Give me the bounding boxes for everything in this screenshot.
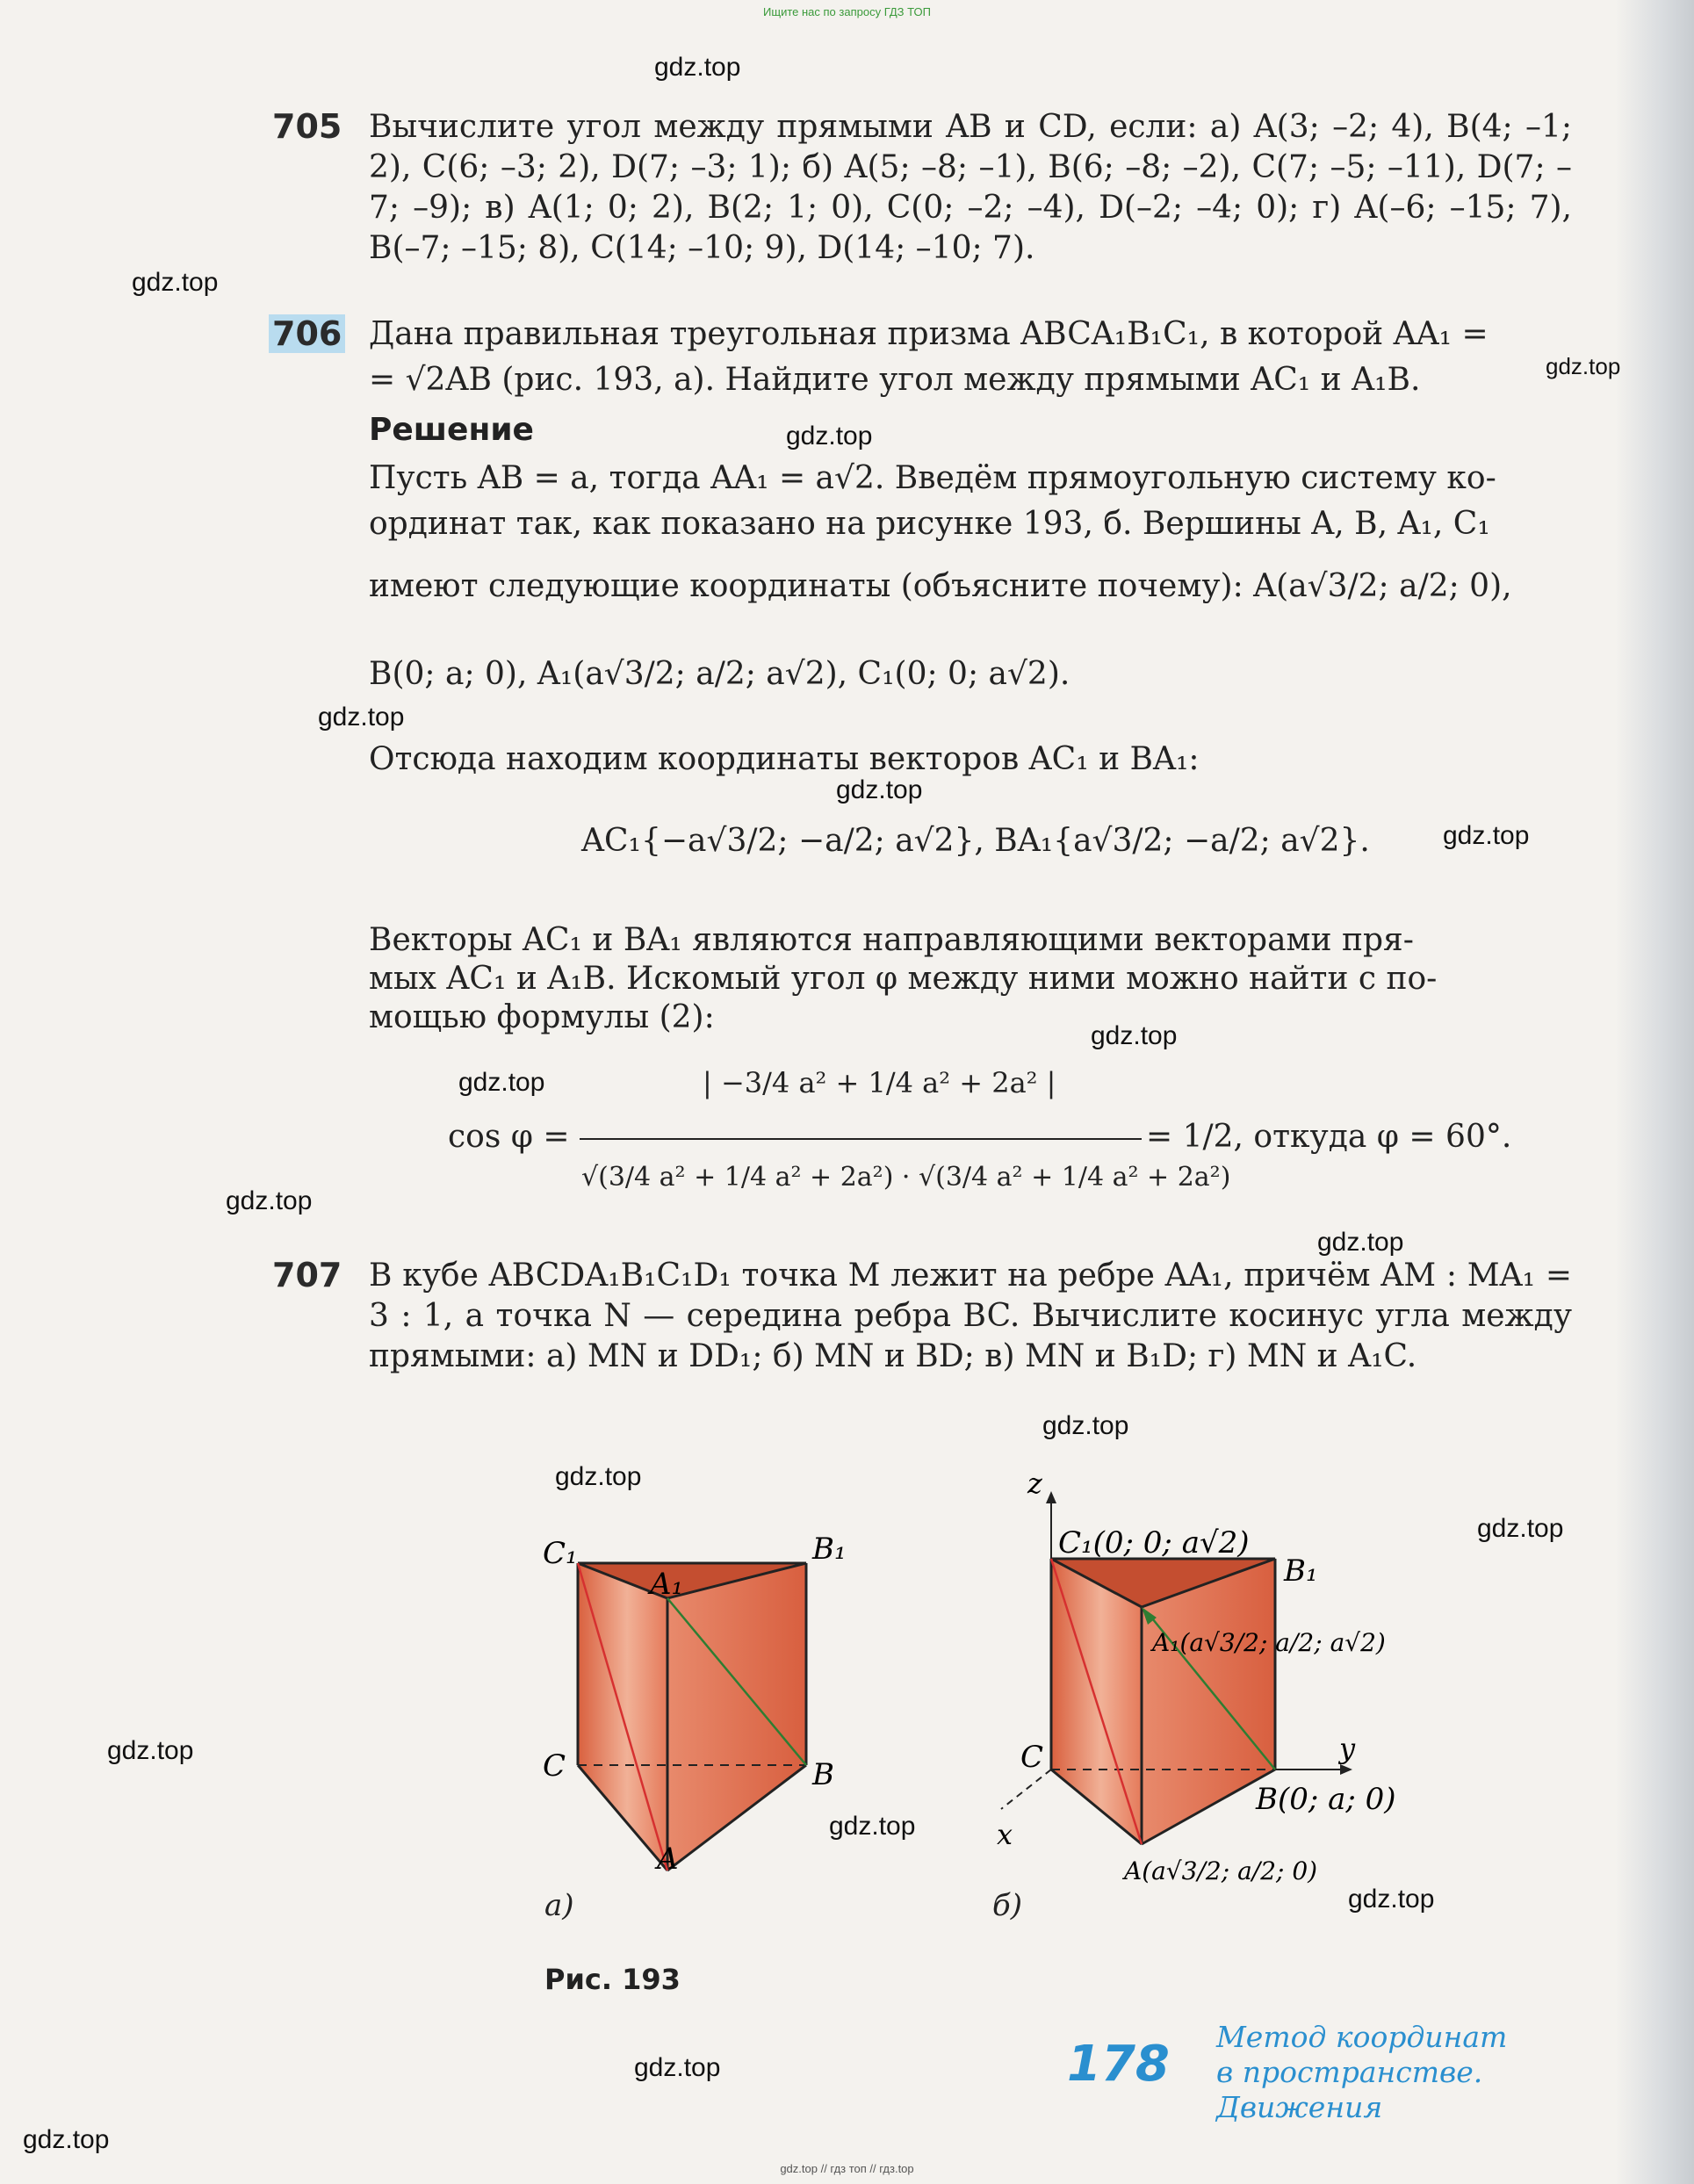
watermark: gdz.top	[1317, 1228, 1404, 1257]
axis-label: y	[1339, 1732, 1356, 1765]
solution-heading: Решение	[369, 412, 534, 448]
prism-face	[667, 1563, 806, 1870]
vertex-label: C	[1020, 1740, 1044, 1775]
solution-line: мощью формулы (2):	[369, 999, 715, 1035]
vertex-label: A₁(a√3/2; a/2; a√2)	[1152, 1628, 1386, 1657]
prism-figure-a	[527, 1510, 878, 1879]
watermark: gdz.top	[654, 53, 741, 82]
footer-note: gdz.top // гдз топ // гдз.top	[780, 2162, 914, 2175]
solution-line: B(0; a; 0), A₁(a√3/2; a/2; a√2), C₁(0; 0; a√2).	[369, 656, 1070, 692]
vertex-label: A(a√3/2; a/2; 0)	[1124, 1856, 1318, 1885]
formula-denominator: √(3/4 a² + 1/4 a² + 2a²) · √(3/4 a² + 1/4 a² + 2a²)	[581, 1162, 1231, 1193]
x-axis	[1001, 1770, 1051, 1809]
vertex-label: A₁	[650, 1567, 684, 1602]
problem-number: 707	[272, 1256, 342, 1294]
section-title	[1216, 2020, 1507, 2125]
watermark: gdz.top	[555, 1462, 642, 1491]
watermark: gdz.top	[1042, 1411, 1129, 1440]
watermark: gdz.top	[132, 268, 219, 297]
watermark: gdz.top	[458, 1068, 545, 1097]
vertex-label: C₁(0; 0; a√2)	[1058, 1525, 1250, 1561]
vector-coordinates: AC₁{−a√3/2; −a/2; a√2}, BA₁{a√3/2; −a/2; a√2}.	[581, 823, 1370, 859]
solution-line: Отсюда находим координаты векторов AC₁ и BA₁:	[369, 741, 1200, 777]
watermark: gdz.top	[1091, 1021, 1178, 1050]
section-title-line: Метод координат	[1216, 2020, 1508, 2054]
vertex-label: C	[543, 1748, 566, 1784]
fraction-bar	[580, 1138, 1142, 1140]
section-title-line: в пространстве.	[1216, 2055, 1483, 2089]
problem-number: 706	[269, 314, 345, 353]
watermark: gdz.top	[786, 422, 873, 450]
figure-a-label: а)	[544, 1888, 574, 1923]
problem-number: 705	[272, 107, 342, 146]
vertex-label: B(0; a; 0)	[1256, 1782, 1396, 1817]
formula-numerator: | −3/4 a² + 1/4 a² + 2a² |	[703, 1066, 1056, 1099]
watermark: gdz.top	[829, 1812, 916, 1841]
solution-line: ординат так, как показано на рисунке 193, б. Вершины A, B, A₁, C₁	[369, 506, 1490, 542]
axis-label: x	[997, 1818, 1013, 1851]
problem-text: Вычислите угол между прямыми AB и CD, если: а) A(3; –2; 4), B(4; –1; 2), C(6; –3; 2), D(7; –3; 1); б) A(5; –8; –1), B(6; –8; –2), C(7; –5; –11), D(7; –7; –9); в) A(1; 0; 2), B(2; 1; 0), C(0; –2; –4), D(–2; –4; 0); г) A(–6; –15; 7), B(–7; –15; 8), C(14; –10; 9), D(14; –10; 7).	[369, 109, 1572, 266]
vertex-label: B₁	[812, 1532, 847, 1567]
formula-rhs: = 1/2, откуда φ = 60°.	[1146, 1119, 1512, 1155]
figure-b-label: б)	[992, 1888, 1023, 1923]
watermark: gdz.top	[836, 775, 923, 804]
watermark: gdz.top	[634, 2053, 721, 2082]
solution-line: имеют следующие координаты (объясните почему): A(a√3/2; a/2; 0),	[369, 568, 1512, 604]
vertex-label: B₁	[1284, 1553, 1318, 1589]
solution-line: Пусть AB = a, тогда AA₁ = a√2. Введём прямоугольную систему ко-	[369, 460, 1496, 496]
watermark: gdz.top	[1348, 1885, 1435, 1914]
watermark: gdz.top	[1546, 353, 1621, 379]
formula-lhs: cos φ =	[448, 1119, 570, 1155]
problem-text-line: = √2AB (рис. 193, а). Найдите угол между прямыми AC₁ и A₁B.	[369, 362, 1421, 398]
axis-arrow	[1340, 1764, 1352, 1775]
watermark: gdz.top	[226, 1186, 313, 1215]
vertex-label: C₁	[543, 1536, 578, 1571]
axis-arrow	[1046, 1491, 1056, 1503]
watermark: gdz.top	[107, 1736, 194, 1765]
page-edge-shadow	[1615, 0, 1694, 2184]
watermark: gdz.top	[1443, 821, 1530, 850]
vertex-label: B	[812, 1757, 834, 1792]
prism-figure-b	[966, 1475, 1458, 1914]
axis-label: z	[1027, 1475, 1042, 1500]
watermark: gdz.top	[318, 703, 405, 732]
vertex-label: A	[657, 1842, 679, 1877]
solution-line: мых AC₁ и A₁B. Искомый угол φ между ними можно найти с по-	[369, 961, 1438, 997]
header-note: Ищите нас по запросу ГДЗ ТОП	[763, 5, 931, 18]
figure-caption: Рис. 193	[544, 1963, 681, 1996]
solution-line: Векторы AC₁ и BA₁ являются направляющими векторами пря-	[369, 922, 1414, 958]
watermark: gdz.top	[1477, 1514, 1564, 1543]
watermark: gdz.top	[23, 2125, 110, 2154]
problem-text-line: Дана правильная треугольная призма ABCA₁B₁C₁, в которой AA₁ =	[369, 316, 1489, 352]
section-title-line: Движения	[1216, 2090, 1383, 2124]
page-number: 178	[1067, 2036, 1170, 2093]
problem-text: В кубе ABCDA₁B₁C₁D₁ точка M лежит на ребре AA₁, причём AM : MA₁ = 3 : 1, а точка N — середина ребра BC. Вычислите косинус угла между прямыми: а) MN и DD₁; б) MN и BD; в) MN и B₁D; г) MN и A₁C.	[369, 1258, 1572, 1374]
